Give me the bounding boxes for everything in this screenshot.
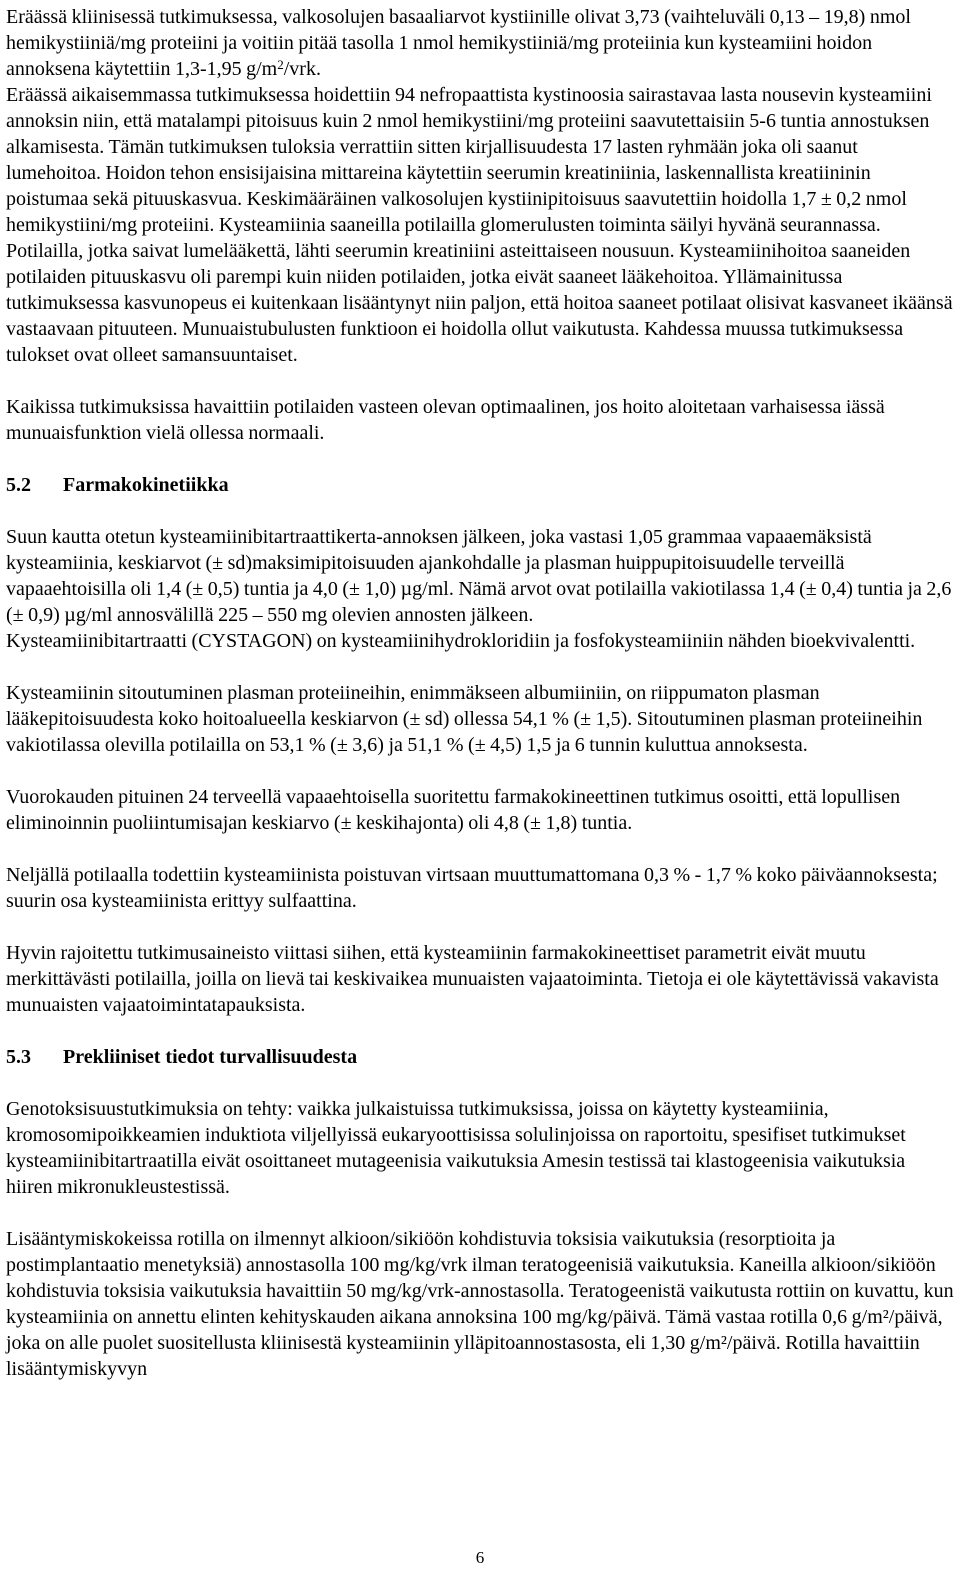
paragraph-text: /vrk. [283, 58, 321, 80]
paragraph-genotoxicity: Genotoksisuustutkimuksia on tehty: vaikka julkaistuissa tutkimuksissa, joissa on käytetty kysteamiinia, kromosomipoikkeamien induktiota viljellyissä eukaryoottisissa solulinjoissa on raportoitu, spesifiset tutkimukset kysteamiinibitartraatilla eivät osoittaneet mutageenisia vaikutuksia Amesin testissä tai klastogeenisia vaikutuksia hiiren mikronukleustestissä. [6, 1098, 906, 1198]
document-page [6, 4, 956, 1382]
paragraph-leukocyte-cystine [6, 4, 956, 368]
paragraph-reproductive-toxicity: Lisääntymiskokeissa rotilla on ilmennyt alkioon/sikiöön kohdistuvia toksisia vaikutuksia (resorptioita ja postimplantaatio menetyksiä) annostasolla 100 mg/kg/vrk ilman teratogeenisiä vaikutuksia. Kaneilla alkioon/sikiöön kohdistuvia toksisia vaikutuksia havaittiin 50 mg/kg/vrk-annostasolla. Teratogeenistä vaikutusta rottiin on kuvattu, kun kysteamiinia on annettu elinten kehityskauden aikana annoksina 100 mg/kg/päivä. Tämä vastaa rotilla 0,6 g/m²/päivä, joka on alle puolet suositellusta kliinisestä kysteamiinin ylläpitoannostasosta, eli 1,30 g/m²/päivä. Rotilla havaittiin lisääntymiskyvyn [6, 1228, 954, 1380]
section-heading-5-2 [6, 472, 956, 498]
paragraph-optimal-response: Kaikissa tutkimuksissa havaittiin potilaiden vasteen olevan optimaalinen, jos hoito aloitetaan varhaisessa iässä munuaisfunktion vielä ollessa normaali. [6, 396, 885, 444]
paragraph-bioequivalence: Kysteamiinibitartraatti (CYSTAGON) on kysteamiinihydrokloridiin ja fosfokysteamiiniin nähden bioekvivalentti. [6, 630, 916, 652]
paragraph-single-dose-pk: Suun kautta otetun kysteamiinibitartraattikerta-annoksen jälkeen, joka vastasi 1,05 grammaa vapaaemäksistä kysteamiinia, keskiarvot (± sd)maksimipitoisuuden ajankohdalle ja plasman huippupitoisuudelle terveillä vapaaehtoisilla oli 1,4 (± 0,5) tuntia ja 4,0 (± 1,0) µg/ml. Nämä arvot ovat potilailla vakiotilassa 1,4 (± 0,4) tuntia ja 2,6 (± 0,9) µg/ml annosvälillä 225 – 550 mg olevien annosten jälkeen. [6, 526, 952, 626]
section-heading-5-3 [6, 1044, 956, 1070]
paragraph-text: Eräässä kliinisessä tutkimuksessa, valkosolujen basaaliarvot kystiinille olivat 3,73 (vaihteluväli 0,13 – 19,8) nmol hemikystiiniä/mg proteiini ja voitiin pitää tasolla 1 nmol hemikystiiniä/mg proteiinia kun kysteamiini hoidon annoksena käytettiin 1,3-1,95 g/m [6, 6, 911, 80]
paragraph-half-life: Vuorokauden pituinen 24 terveellä vapaaehtoisella suoritettu farmakokineettinen tutkimus osoitti, että lopullisen eliminoinnin puoliintumisajan keskiarvo (± keskihajonta) oli 4,8 (± 1,8) tuntia. [6, 786, 901, 834]
section-number: 5.2 [6, 474, 31, 496]
paragraph-text: Eräässä aikaisemmassa tutkimuksessa hoidettiin 94 nefropaattista kystinoosia sairastavaa lasta nousevin kysteamiini annoksin niin, että matalampi pitoisuus kuin 2 nmol hemikystiini/mg proteiini saavutettaisiin 5-6 tuntia annostuksen alkamisesta. Tämän tutkimuksen tuloksia verrattiin sitten kirjallisuudesta 17 lasten ryhmään joka oli saanut lumehoitoa. Hoidon tehon ensisijaisina mittareina käytettiin seerumin kreatiniinia, laskennallista kreatiininin poistumaa sekä pituuskasvua. Keskimääräinen valkosolujen kystiinipitoisuus saavutettiin hoidolla 1,7 ± 0,2 nmol hemikystiini/mg proteiini. Kysteamiinia saaneilla potilailla glomerulusten toiminta säilyi hyvänä seurannassa. Potilailla, jotka saivat lumelääkettä, lähti seerumin kreatiniini asteittaiseen nousuun. Kysteamiinihoitoa saaneiden potilaiden pituuskasvu oli parempi kuin niiden potilaiden, jotka eivät saaneet lääkehoitoa. Yllämainitussa tutkimuksessa kasvunopeus ei kuitenkaan lisääntynyt niin paljon, että hoitoa saaneet potilaat olisivat kasvaneet ikäänsä vastaavaan pituuteen. Munuaistubulusten funktioon ei hoidolla ollut vaikutusta. Kahdessa muussa tutkimuksessa tulokset ovat olleet samansuuntaiset. [6, 84, 953, 366]
section-number: 5.3 [6, 1046, 31, 1068]
paragraph-urinary-excretion: Neljällä potilaalla todettiin kysteamiinista poistuvan virtsaan muuttumattomana 0,3 % - 1,7 % koko päiväannoksesta; suurin osa kysteamiinista erittyy sulfaattina. [6, 864, 938, 912]
page-number: 6 [475, 1548, 485, 1567]
section-title: Prekliiniset tiedot turvallisuudesta [63, 1046, 358, 1068]
section-title: Farmakokinetiikka [63, 474, 229, 496]
superscript: 2 [277, 57, 284, 72]
paragraph-renal-impairment: Hyvin rajoitettu tutkimusaineisto viittasi siihen, että kysteamiinin farmakokineettiset parametrit eivät muutu merkittävästi potilailla, joilla on lievä tai keskivaikea munuaisten vajaatoiminta. Tietoja ei ole käytettävissä vakavista munuaisten vajaatoimintatapauksista. [6, 942, 939, 1016]
paragraph-protein-binding: Kysteamiinin sitoutuminen plasman proteiineihin, enimmäkseen albumiiniin, on riippumaton plasman lääkepitoisuudesta koko hoitoalueella keskiarvon (± sd) ollessa 54,1 % (± 1,5). Sitoutuminen plasman proteiineihin vakiotilassa olevilla potilailla on 53,1 % (± 3,6) ja 51,1 % (± 4,5) 1,5 ja 6 tunnin kuluttua annoksesta. [6, 682, 923, 756]
